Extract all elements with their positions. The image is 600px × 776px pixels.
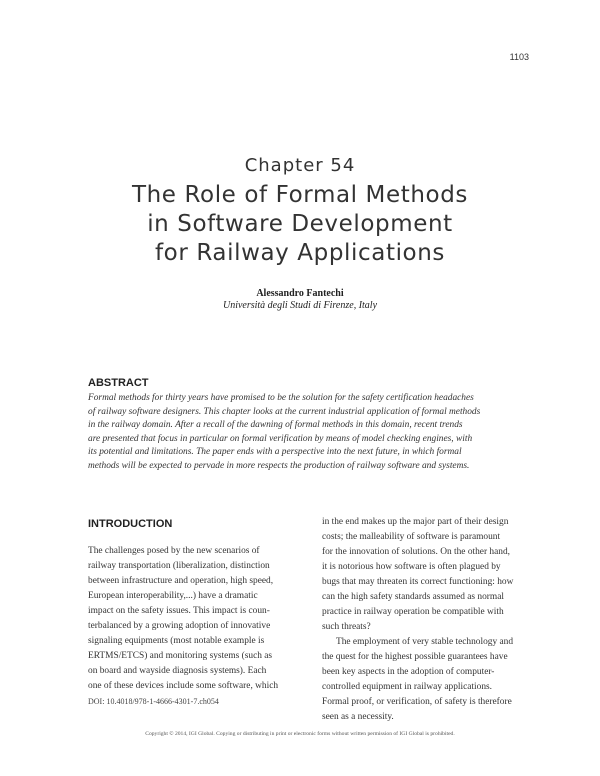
body-line: The challenges posed by the new scenarios of: [88, 546, 260, 556]
introduction-left-column: [88, 544, 296, 694]
body-line: practice in railway operation be compatible with: [322, 607, 504, 617]
introduction-heading: INTRODUCTION: [88, 518, 173, 530]
abstract-body: [88, 392, 512, 474]
introduction-right-column: [322, 515, 512, 725]
copyright-notice: Copyright © 2014, IGI Global. Copying or distributing in print or electronic forms without written permission of IGI Global is prohibited.: [145, 731, 455, 737]
abstract-line: are presented that focus in particular on formal verification by means of model checking engines, with: [88, 433, 473, 444]
body-line: signaling equipments (most notable example is: [88, 636, 265, 646]
abstract-line: of railway software designers. This chapter looks at the current industrial application of formal methods: [88, 406, 481, 417]
body-line: can the high safety standards assumed as normal: [322, 592, 504, 602]
chapter-title: [0, 181, 600, 268]
body-line: the quest for the highest possible guarantees have: [322, 652, 508, 662]
title-line: for Railway Applications: [154, 240, 445, 266]
body-line: Formal proof, or verification, of safety is therefore: [322, 697, 512, 707]
body-line: between infrastructure and operation, high speed,: [88, 576, 274, 586]
body-line: seen as a necessity.: [322, 712, 394, 722]
page-number: 1103: [509, 52, 529, 62]
body-line: impact on the safety issues. This impact is coun-: [88, 606, 270, 616]
body-line: it is notorious how software is often plagued by: [322, 562, 501, 572]
author-affiliation: Università degli Studi di Firenze, Italy: [222, 300, 378, 311]
body-line: terbalanced by a growing adoption of innovative: [88, 621, 271, 631]
author-name: Alessandro Fantechi: [256, 288, 344, 299]
chapter-label: Chapter 54: [244, 155, 356, 176]
body-line: railway transportation (liberalization, distinction: [88, 561, 270, 571]
title-line: in Software Development: [147, 211, 453, 237]
body-line: European interoperability,...) have a dramatic: [88, 591, 258, 601]
doi: DOI: 10.4018/978-1-4666-4301-7.ch054: [88, 697, 219, 706]
abstract-heading: ABSTRACT: [88, 377, 149, 389]
body-line: been key aspects in the adoption of computer-: [322, 667, 495, 677]
abstract-line: methods will be expected to pervade in more respects the production of railway software and systems.: [88, 460, 470, 471]
body-line: such threats?: [322, 622, 371, 632]
body-line: costs; the malleability of software is paramount: [322, 532, 501, 542]
abstract-line: its potential and limitations. The paper ends with a perspective into the next future, in which formal: [88, 447, 462, 458]
body-line: in the end makes up the major part of their design: [322, 517, 509, 527]
abstract-line: Formal methods for thirty years have promised to be the solution for the safety certification headaches: [88, 393, 474, 403]
body-line: controlled equipment in railway applications.: [322, 682, 493, 692]
body-line: on board and wayside diagnosis systems). Each: [88, 666, 267, 676]
body-line: one of these devices include some software, which: [88, 681, 279, 691]
body-line: bugs that may threaten its correct functioning: how: [322, 577, 514, 587]
body-line: ERTMS/ETCS) and monitoring systems (such as: [88, 651, 273, 661]
body-line: The employment of very stable technology and: [336, 637, 514, 647]
body-line: for the innovation of solutions. On the other hand,: [322, 547, 510, 557]
abstract-line: in the railway domain. After a recall of the dawning of formal methods in this domain, recent trends: [88, 420, 463, 431]
title-line: The Role of Formal Methods: [131, 182, 469, 208]
